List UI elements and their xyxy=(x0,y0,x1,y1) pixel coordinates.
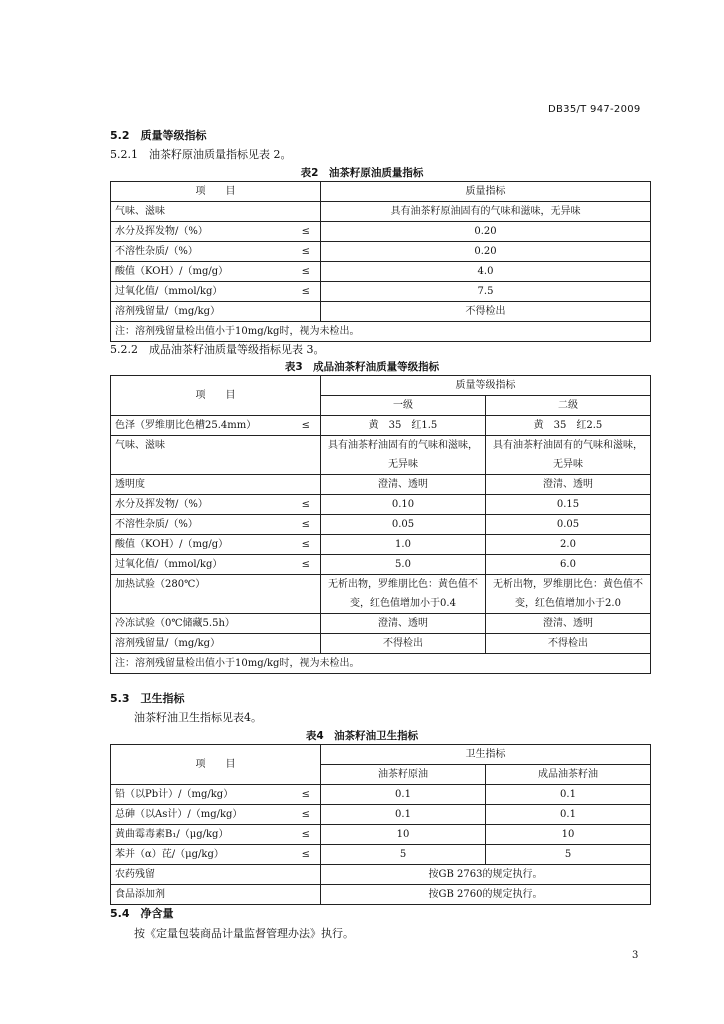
item-label: 色泽（罗维朋比色槽25.4mm） xyxy=(115,420,257,431)
table4-head-item: 项 目 xyxy=(111,745,321,785)
table-row xyxy=(111,416,651,436)
finished-cell: 0.1 xyxy=(486,785,651,805)
table-row xyxy=(111,495,651,515)
table-row xyxy=(111,845,651,865)
table-row xyxy=(111,202,651,222)
grade1-cell: 具有油茶籽油固有的气味和滋味，无异味 xyxy=(321,436,486,475)
page-number: 3 xyxy=(632,950,639,961)
value-cell: 7.5 xyxy=(321,282,651,302)
item-label: 气味、滋味 xyxy=(115,206,165,217)
table-row xyxy=(111,535,651,555)
item-wrap xyxy=(115,825,316,844)
le-symbol: ≤ xyxy=(301,286,310,297)
item-wrap xyxy=(115,282,316,301)
table-row xyxy=(111,436,651,475)
item-cell xyxy=(111,805,321,825)
table3-head-item: 项 目 xyxy=(111,376,321,416)
item-wrap xyxy=(115,202,316,221)
pesticide-row-item: 农药残留 xyxy=(111,865,321,885)
item-wrap xyxy=(115,634,316,653)
table-row xyxy=(111,475,651,495)
section-5-3-heading: 5.3 卫生指标 xyxy=(110,692,185,705)
finished-cell: 0.1 xyxy=(486,805,651,825)
item-cell xyxy=(111,825,321,845)
table2-header-row xyxy=(111,182,651,202)
value-cell: 4.0 xyxy=(321,262,651,282)
crude-cell: 0.1 xyxy=(321,805,486,825)
table-row xyxy=(111,302,651,322)
grade1-cell: 0.05 xyxy=(321,515,486,535)
item-cell xyxy=(111,845,321,865)
grade1-cell: 无析出物，罗维朋比色：黄色值不变，红色值增加小于0.4 xyxy=(321,575,486,614)
grade2-cell: 澄清、透明 xyxy=(486,614,651,634)
grade2-cell: 0.05 xyxy=(486,515,651,535)
le-symbol: ≤ xyxy=(301,266,310,277)
item-label: 黄曲霉毒素B₁/（μg/kg） xyxy=(115,829,229,840)
item-label: 气味、滋味 xyxy=(115,440,165,451)
item-label: 总砷（以As计）/（mg/kg） xyxy=(115,809,243,820)
table-row xyxy=(111,242,651,262)
section-5-2-2-text: 5.2.2 成品油茶籽油质量等级指标见表 3。 xyxy=(110,343,325,356)
table4-caption: 表4 油茶籽油卫生指标 xyxy=(305,730,419,742)
value-cell: 具有油茶籽原油固有的气味和滋味，无异味 xyxy=(321,202,651,222)
table3-note: 注：溶剂残留量检出值小于10mg/kg时，视为未检出。 xyxy=(111,654,651,674)
grade2-cell: 不得检出 xyxy=(486,634,651,654)
item-cell xyxy=(111,302,321,322)
item-cell xyxy=(111,515,321,535)
table-row xyxy=(111,634,651,654)
item-label: 过氧化值/（mmol/kg） xyxy=(115,559,223,570)
le-symbol: ≤ xyxy=(301,849,310,860)
grade2-cell: 0.15 xyxy=(486,495,651,515)
table3-head-grade2: 二级 xyxy=(486,396,651,416)
table-2 xyxy=(110,181,651,342)
item-wrap xyxy=(115,555,316,574)
item-cell xyxy=(111,495,321,515)
item-wrap xyxy=(115,535,316,554)
le-symbol: ≤ xyxy=(301,499,310,510)
item-wrap xyxy=(115,242,316,261)
table3-caption: 表3 成品油茶籽油质量等级指标 xyxy=(284,361,440,373)
table-row xyxy=(111,222,651,242)
item-cell xyxy=(111,555,321,575)
value-cell: 不得检出 xyxy=(321,302,651,322)
crude-cell: 10 xyxy=(321,825,486,845)
item-wrap xyxy=(115,515,316,534)
item-label: 加热试验（280℃） xyxy=(115,579,206,590)
grade2-cell: 黄 35 红2.5 xyxy=(486,416,651,436)
item-cell xyxy=(111,785,321,805)
le-symbol: ≤ xyxy=(301,559,310,570)
item-label: 不溶性杂质/（%） xyxy=(115,246,198,257)
item-cell xyxy=(111,242,321,262)
item-label: 冷冻试验（0℃储藏5.5h） xyxy=(115,618,235,629)
table-row xyxy=(111,575,651,614)
item-wrap xyxy=(115,805,316,824)
grade1-cell: 不得检出 xyxy=(321,634,486,654)
item-wrap xyxy=(115,416,316,435)
table-row xyxy=(111,282,651,302)
grade1-cell: 黄 35 红1.5 xyxy=(321,416,486,436)
crude-cell: 0.1 xyxy=(321,785,486,805)
table2-note: 注：溶剂残留量检出值小于10mg/kg时，视为未检出。 xyxy=(111,322,651,342)
item-wrap xyxy=(115,302,316,321)
section-5-2-heading: 5.2 质量等级指标 xyxy=(110,129,207,142)
grade2-cell: 澄清、透明 xyxy=(486,475,651,495)
table2-head-item: 项 目 xyxy=(111,182,321,202)
grade2-cell: 具有油茶籽油固有的气味和滋味，无异味 xyxy=(486,436,651,475)
section-5-2-1-text: 5.2.1 油茶籽原油质量指标见表 2。 xyxy=(110,148,292,161)
item-label: 溶剂残留量/（mg/kg） xyxy=(115,638,221,649)
grade1-cell: 5.0 xyxy=(321,555,486,575)
table3-head-group: 质量等级指标 xyxy=(321,376,651,396)
item-label: 水分及挥发物/（%） xyxy=(115,226,208,237)
grade1-cell: 澄清、透明 xyxy=(321,475,486,495)
table4-head-crude: 油茶籽原油 xyxy=(321,765,486,785)
table3-note-row xyxy=(111,654,651,674)
table-row xyxy=(111,785,651,805)
table-row xyxy=(111,515,651,535)
table-row xyxy=(111,805,651,825)
item-label: 苯并（α）芘/（μg/kg） xyxy=(115,849,224,860)
grade2-cell: 6.0 xyxy=(486,555,651,575)
table4-head-finished: 成品油茶籽油 xyxy=(486,765,651,785)
le-symbol: ≤ xyxy=(301,420,310,431)
table3-header-row-1 xyxy=(111,376,651,396)
item-label: 水分及挥发物/（%） xyxy=(115,499,208,510)
item-cell xyxy=(111,416,321,436)
finished-cell: 10 xyxy=(486,825,651,845)
item-wrap xyxy=(115,262,316,281)
additive-row xyxy=(111,885,651,905)
le-symbol: ≤ xyxy=(301,246,310,257)
le-symbol: ≤ xyxy=(301,829,310,840)
item-cell xyxy=(111,262,321,282)
table3-head-grade1: 一级 xyxy=(321,396,486,416)
item-cell xyxy=(111,535,321,555)
finished-cell: 5 xyxy=(486,845,651,865)
item-cell xyxy=(111,475,321,495)
item-cell xyxy=(111,202,321,222)
value-cell: 0.20 xyxy=(321,222,651,242)
table2-caption: 表2 油茶籽原油质量指标 xyxy=(300,167,424,179)
item-cell xyxy=(111,614,321,634)
item-label: 过氧化值/（mmol/kg） xyxy=(115,286,223,297)
le-symbol: ≤ xyxy=(301,789,310,800)
additive-row-item: 食品添加剂 xyxy=(111,885,321,905)
item-label: 铅（以Pb计）/（mg/kg） xyxy=(115,789,234,800)
table2-head-value: 质量指标 xyxy=(321,182,651,202)
standard-number: DB35/T 947-2009 xyxy=(548,104,641,115)
item-label: 酸值（KOH）/（mg/g） xyxy=(115,266,229,277)
item-cell xyxy=(111,575,321,614)
grade2-cell: 2.0 xyxy=(486,535,651,555)
item-wrap xyxy=(115,785,316,804)
item-cell xyxy=(111,436,321,475)
le-symbol: ≤ xyxy=(301,226,310,237)
table2-note-row xyxy=(111,322,651,342)
table-4 xyxy=(110,744,651,905)
table4-head-group: 卫生指标 xyxy=(321,745,651,765)
value-cell: 0.20 xyxy=(321,242,651,262)
grade2-cell: 无析出物，罗维朋比色：黄色值不变，红色值增加小于2.0 xyxy=(486,575,651,614)
grade1-cell: 1.0 xyxy=(321,535,486,555)
section-5-3-text: 油茶籽油卫生指标见表4。 xyxy=(134,711,262,724)
grade1-cell: 0.10 xyxy=(321,495,486,515)
table4-header-row-1 xyxy=(111,745,651,765)
table-row xyxy=(111,825,651,845)
table-3 xyxy=(110,375,651,674)
le-symbol: ≤ xyxy=(301,519,310,530)
table-row xyxy=(111,614,651,634)
grade1-cell: 澄清、透明 xyxy=(321,614,486,634)
item-label: 不溶性杂质/（%） xyxy=(115,519,198,530)
item-wrap xyxy=(115,475,316,494)
le-symbol: ≤ xyxy=(301,539,310,550)
le-symbol: ≤ xyxy=(301,809,310,820)
table-row xyxy=(111,555,651,575)
item-wrap xyxy=(115,575,316,594)
item-wrap xyxy=(115,845,316,864)
item-cell xyxy=(111,282,321,302)
pesticide-row-value: 按GB 2763的规定执行。 xyxy=(321,865,651,885)
section-5-4-text: 按《定量包装商品计量监督管理办法》执行。 xyxy=(134,927,354,940)
pesticide-row xyxy=(111,865,651,885)
item-cell xyxy=(111,222,321,242)
item-wrap xyxy=(115,436,316,455)
crude-cell: 5 xyxy=(321,845,486,865)
item-label: 透明度 xyxy=(115,479,145,490)
additive-row-value: 按GB 2760的规定执行。 xyxy=(321,885,651,905)
item-cell xyxy=(111,634,321,654)
item-wrap xyxy=(115,614,316,633)
section-5-4-heading: 5.4 净含量 xyxy=(110,907,174,920)
item-wrap xyxy=(115,222,316,241)
item-label: 酸值（KOH）/（mg/g） xyxy=(115,539,229,550)
table-row xyxy=(111,262,651,282)
item-label: 溶剂残留量/（mg/kg） xyxy=(115,306,221,317)
item-wrap xyxy=(115,495,316,514)
